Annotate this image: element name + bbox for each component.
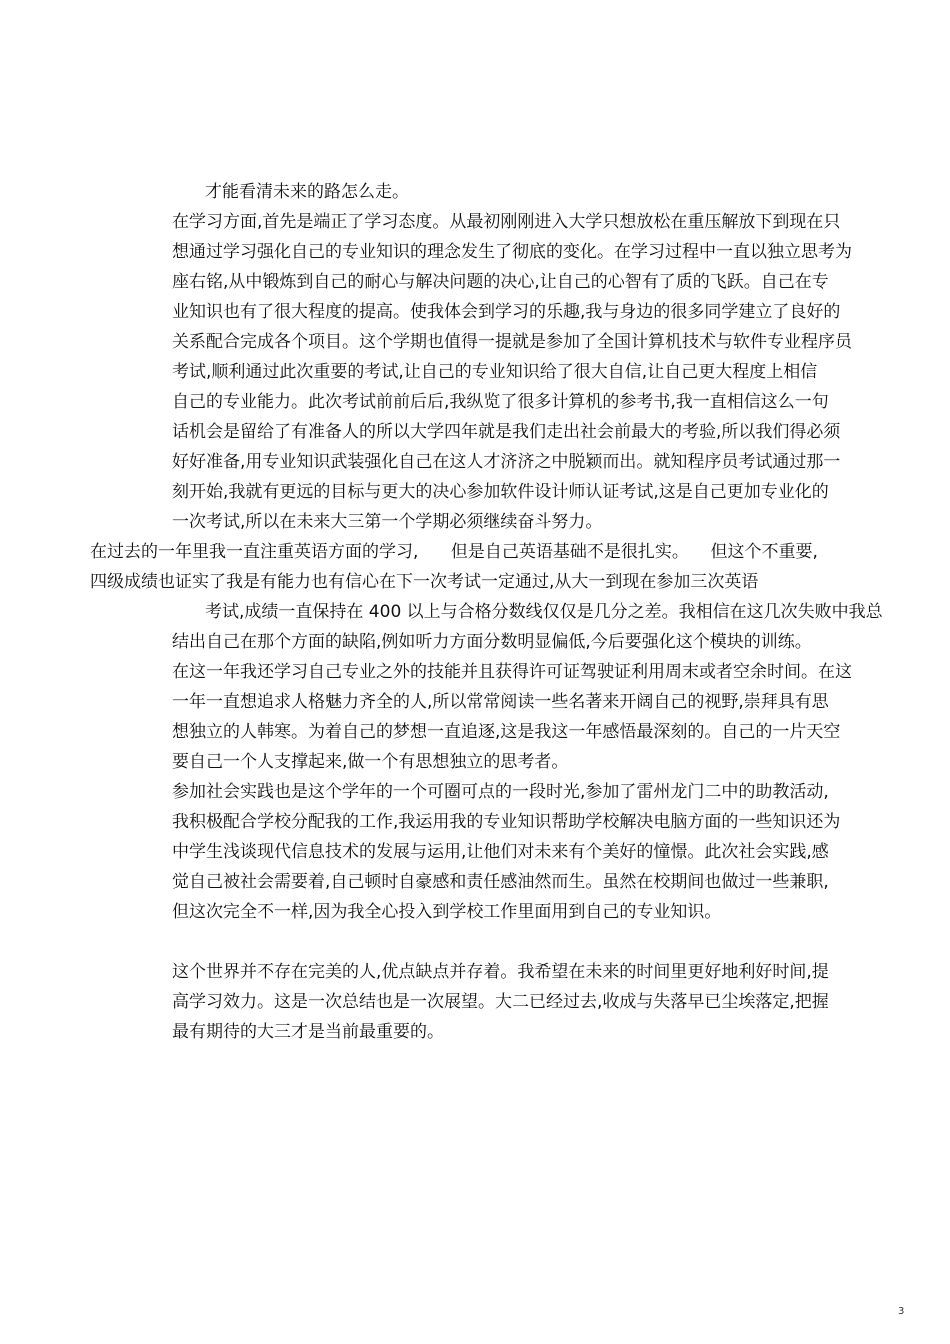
text-line: 参加社会实践也是这个学年的一个可圈可点的一段时光,参加了雷州龙门二中的助教活动, [172,782,829,802]
page-number: 3 [898,1306,905,1317]
text-line: 在过去的一年里我一直注重英语方面的学习, 但是自己英语基础不是很扎实。 但这个不重要, [90,542,818,562]
text-line: 考试,成绩一直保持在 400 以上与合格分数线仅仅是几分之差。我相信在这几次失败中我总 [205,602,883,622]
text-line: 关系配合完成各个项目。这个学期也值得一提就是参加了全国计算机技术与软件专业程序员 [172,332,852,352]
text-line: 想通过学习强化自己的专业知识的理念发生了彻底的变化。在学习过程中一直以独立思考为 [172,242,852,262]
text-line: 好好准备,用专业知识武装强化自己在这人才济济之中脱颖而出。就知程序员考试通过那一 [172,452,841,472]
text-line: 这个世界并不存在完美的人,优点缺点并存着。我希望在未来的时间里更好地利好时间,提 [172,962,829,982]
text-line: 四级成绩也证实了我是有能力也有信心在下一次考试一定通过,从大一到现在参加三次英语 [90,572,759,592]
text-line: 才能看清未来的路怎么走。 [205,182,409,202]
text-line: 业知识也有了很大程度的提高。使我体会到学习的乐趣,我与身边的很多同学建立了良好的 [172,302,841,322]
text-line: 考试,顺利通过此次重要的考试,让自己的专业知识给了很大自信,让自己更大程度上相信 [172,362,818,382]
text-line: 想独立的人韩寒。为着自己的梦想一直追逐,这是我这一年感悟最深刻的。自己的一片天空 [172,722,841,742]
text-line: 自己的专业能力。此次考试前前后后,我纵览了很多计算机的参考书,我一直相信这么一句 [172,392,829,412]
text-line: 在学习方面,首先是端正了学习态度。从最初刚刚进入大学只想放松在重压解放下到现在只 [172,212,841,232]
text-line: 结出自己在那个方面的缺陷,例如听力方面分数明显偏低,今后要强化这个模块的训练。 [172,632,812,652]
text-line: 刻开始,我就有更远的目标与更大的决心参加软件设计师认证考试,这是自己更加专业化的 [172,482,829,502]
text-line: 高学习效力。这是一次总结也是一次展望。大二已经过去,收成与失落早已尘埃落定,把握 [172,992,829,1012]
text-line: 一年一直想追求人格魅力齐全的人,所以常常阅读一些名著来开阔自己的视野,崇拜具有思 [172,692,829,712]
text-line: 话机会是留给了有准备人的所以大学四年就是我们走出社会前最大的考验,所以我们得必须 [172,422,841,442]
text-line: 觉自己被社会需要着,自己顿时自豪感和责任感油然而生。虽然在校期间也做过一些兼职, [172,872,829,892]
text-line: 但这次完全不一样,因为我全心投入到学校工作里面用到自己的专业知识。 [172,902,722,922]
text-line: 一次考试,所以在未来大三第一个学期必须继续奋斗努力。 [172,512,603,532]
text-line: 中学生浅谈现代信息技术的发展与运用,让他们对未来有个美好的憧憬。此次社会实践,感 [172,842,829,862]
text-line: 我积极配合学校分配我的工作,我运用我的专业知识帮助学校解决电脑方面的一些知识还为 [172,812,841,832]
text-line: 最有期待的大三才是当前最重要的。 [172,1022,444,1042]
text-line: 在这一年我还学习自己专业之外的技能并且获得许可证驾驶证利用周末或者空余时间。在这 [172,662,852,682]
text-line: 座右铭,从中锻炼到自己的耐心与解决问题的决心,让自己的心智有了质的飞跃。自己在专 [172,272,829,292]
text-line: 要自己一个人支撑起来,做一个有思想独立的思考者。 [172,752,569,772]
